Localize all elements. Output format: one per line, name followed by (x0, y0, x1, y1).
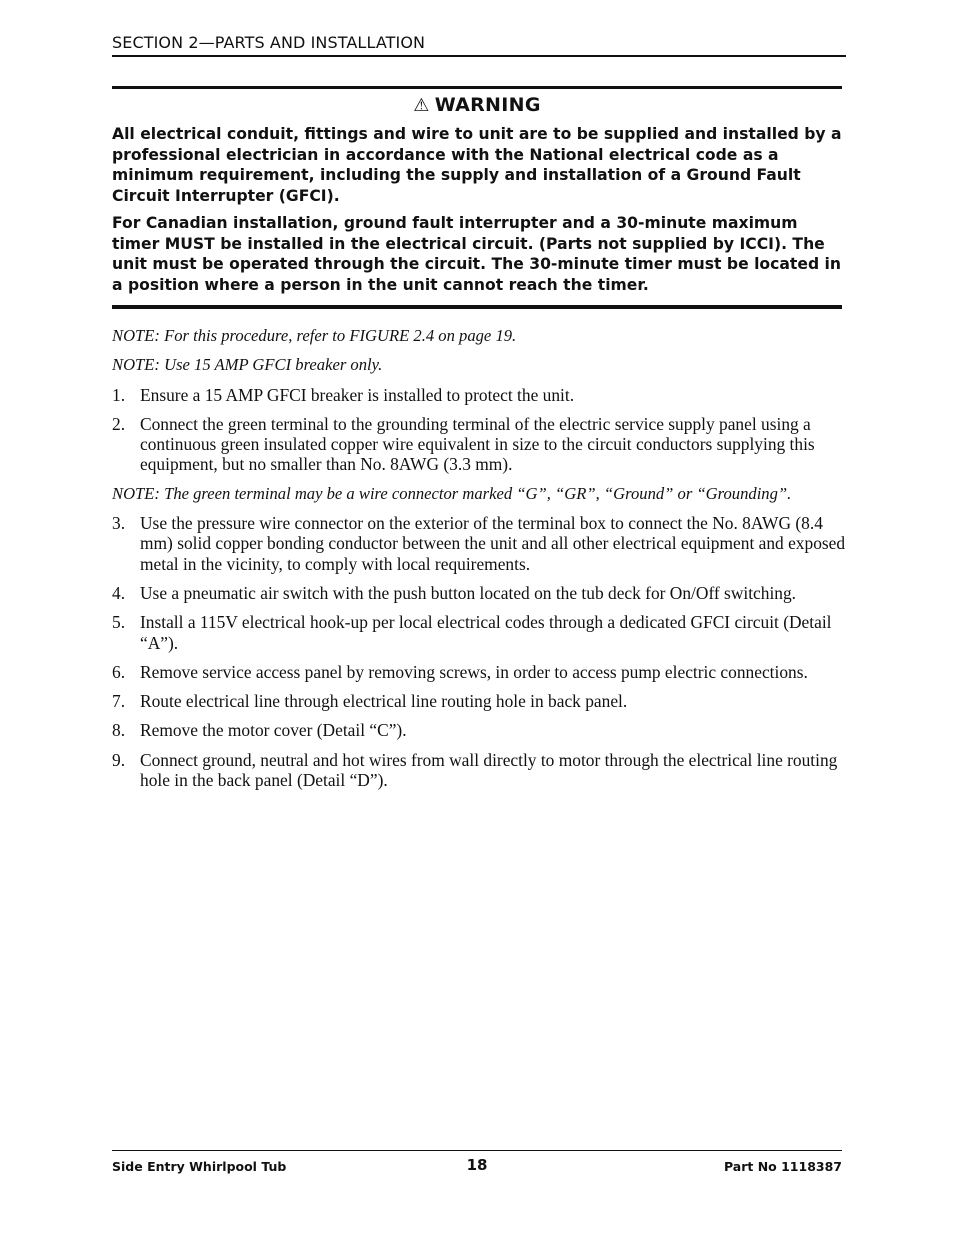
section-header: SECTION 2—PARTS AND INSTALLATION (112, 33, 426, 52)
list-item (112, 385, 846, 405)
step-number: 7. (112, 691, 126, 712)
warning-title (112, 94, 842, 116)
step-text: Ensure a 15 AMP GFCI breaker is installed to protect the unit. (140, 384, 575, 405)
step-text: Use the pressure wire connector on the exterior of the terminal box to connect the No. 8AWG (8.4 mm) solid copper bonding conductor between the unit and all other electrical equipment and exposed metal in the vicinity, to comply with local requirements. (140, 513, 846, 574)
note-figure-reference: NOTE: For this procedure, refer to FIGURE 2.4 on page 19. (112, 326, 517, 345)
list-item (112, 720, 846, 740)
page-number: 18 (466, 1156, 488, 1174)
footer-part-number: Part No 1118387 (723, 1159, 842, 1174)
step-text: Remove the motor cover (Detail “C”). (140, 720, 407, 741)
list-item (112, 691, 846, 711)
step-number: 1. (112, 384, 126, 405)
list-item (112, 414, 846, 475)
list-item (112, 513, 846, 574)
step-text: Use a pneumatic air switch with the push button located on the tub deck for On/Off switching. (140, 582, 797, 603)
step-number: 3. (112, 513, 126, 534)
warning-paragraph: For Canadian installation, ground fault interrupter and a 30-minute maximum timer MUST be installed in the electrical circuit. (Parts not supplied by ICCI). The unit must be operated through the circuit. The 30-minute timer must be located in a position where a person in the unit cannot reach the timer. (112, 214, 841, 294)
list-item (112, 662, 846, 682)
step-number: 6. (112, 661, 126, 682)
step-text: Remove service access panel by removing screws, in order to access pump electric connections. (140, 661, 808, 682)
warning-paragraph: All electrical conduit, fittings and wire to unit are to be supplied and installed by a professional electrician in accordance with the National electrical code as a minimum requirement, including the supply and installation of a Ground Fault Circuit Interrupter (GFCI). (112, 125, 842, 205)
note-breaker: NOTE: Use 15 AMP GFCI breaker only. (112, 355, 383, 375)
footer-divider (112, 1150, 842, 1151)
footer-product-name: Side Entry Whirlpool Tub (112, 1159, 287, 1174)
procedure-body (112, 326, 846, 799)
step-text: Connect ground, neutral and hot wires from wall directly to motor through the electrical line routing hole in the back panel (Detail “D”). (140, 749, 838, 791)
warning-triangle-icon: ⚠ (413, 95, 430, 116)
warning-title-text: WARNING (434, 94, 541, 116)
list-item (112, 612, 846, 653)
step-text: Install a 115V electrical hook-up per local electrical codes through a dedicated GFCI circuit (Detail “A”). (140, 612, 832, 653)
list-item (112, 583, 846, 603)
step-text: Connect the green terminal to the grounding terminal of the electric service supply panel using a continuous green insulated copper wire equivalent in size to the circuit conductors supplying this equipment, but no smaller than No. 8AWG (3.3 mm). (140, 413, 815, 475)
step-number: 2. (112, 413, 126, 434)
steps-list (112, 513, 846, 790)
header-divider (112, 55, 846, 57)
step-text: Route electrical line through electrical line routing hole in back panel. (140, 691, 628, 712)
list-item (112, 750, 846, 791)
step-number: 8. (112, 720, 126, 741)
warning-box (112, 86, 842, 309)
note-green-terminal: NOTE: The green terminal may be a wire connector marked “G”, “GR”, “Ground” or “Grounding”. (112, 483, 792, 503)
step-number: 4. (112, 582, 126, 603)
steps-list (112, 385, 846, 475)
step-number: 9. (112, 749, 126, 770)
step-number: 5. (112, 612, 126, 633)
